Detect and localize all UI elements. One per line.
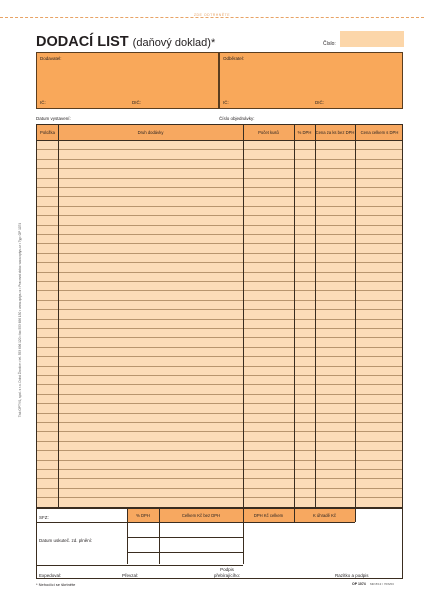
- table-row: [37, 300, 402, 301]
- col-header-druh: Druh dodávky: [137, 130, 164, 135]
- table-row: [37, 384, 402, 385]
- cislo-label: Číslo:: [323, 41, 336, 47]
- col-divider: [58, 125, 59, 507]
- expedoval-label: Expedoval:: [39, 573, 62, 578]
- summary-section: [36, 508, 403, 579]
- table-row: [37, 149, 402, 150]
- summary-rule: [37, 522, 127, 523]
- sum-header-k-uhrade: K úhradě Kč: [312, 513, 337, 518]
- tear-label: [0, 13, 424, 17]
- datum-uskut-label: Datum uskuteč. zd. plnění:: [39, 538, 93, 543]
- supplier-box[interactable]: [36, 52, 219, 109]
- table-row: [37, 234, 402, 235]
- table-row: [37, 309, 402, 310]
- table-row: [37, 469, 402, 470]
- datum-vystaveni: Datum vystavení:: [36, 116, 71, 121]
- sum-header-dph-celkem: DPH Kč celkem: [253, 513, 284, 518]
- col-divider: [355, 125, 356, 507]
- table-row: [37, 243, 402, 244]
- product-code: OP 1074: [352, 582, 366, 586]
- table-row: [37, 319, 402, 320]
- table-row: [37, 431, 402, 432]
- page-title: [36, 34, 215, 50]
- sum-header-bez-dph: Celkem Kč bez DPH: [181, 513, 221, 518]
- col-header-polozka: Položka: [40, 130, 55, 135]
- table-row: [37, 478, 402, 479]
- col-header-dph: % DPH: [297, 130, 312, 135]
- table-row: [37, 168, 402, 169]
- prevzal-label: Převzal:: [122, 573, 139, 578]
- cislo-field[interactable]: [340, 31, 404, 47]
- side-print-text: Tisk OPTYS, spol. s r.o. Dolní Životice • tel. 553 696 120 • fax 553 696 130 • www.optys.cz • Pracovní doba: www.optys.cz • Typ: OP 1074: [18, 222, 22, 418]
- table-row: [37, 290, 402, 291]
- table-row: [37, 450, 402, 451]
- supplier-ic: IČ:: [40, 100, 46, 105]
- summary-rule: [127, 552, 243, 553]
- cislo-objednavky: Číslo objednávky:: [219, 116, 255, 121]
- summary-rule: [127, 537, 243, 538]
- col-divider: [294, 125, 295, 507]
- table-row: [37, 460, 402, 461]
- table-row: [37, 159, 402, 160]
- table-row: [37, 206, 402, 207]
- col-divider: [243, 125, 244, 507]
- table-row: [37, 375, 402, 376]
- footnote: * Nehodící se škrtněte: [36, 582, 76, 587]
- table-row: [37, 497, 402, 498]
- customer-label: Odběratel:: [223, 56, 245, 61]
- customer-dic: DIČ:: [315, 100, 324, 105]
- table-row: [37, 347, 402, 348]
- col-header-cena-ks: Cena za ks bez DPH: [315, 130, 355, 135]
- table-row: [37, 441, 402, 442]
- podpis-label: Podpis přebírajícího:: [213, 567, 241, 578]
- title-main: DODACÍ LIST: [36, 34, 129, 50]
- product-small: MR 8/13 / 70/6/03: [370, 582, 394, 586]
- summary-rule: [37, 565, 243, 566]
- col-header-pocet: Počet kusů: [258, 130, 279, 135]
- table-row: [37, 403, 402, 404]
- title-sub: (daňový doklad)*: [132, 37, 216, 49]
- sum-header-dph: % DPH: [136, 513, 150, 518]
- table-row: [37, 225, 402, 226]
- table-row: [37, 272, 402, 273]
- razitko-label: Razítko a podpis: [335, 573, 369, 578]
- table-row: [37, 356, 402, 357]
- customer-box[interactable]: [219, 52, 403, 109]
- table-row: [37, 328, 402, 329]
- table-row: [37, 187, 402, 188]
- side-print-info: [14, 222, 26, 418]
- summary-divider: [355, 509, 356, 522]
- table-row: [37, 262, 402, 263]
- sfz-label: SFZ:: [39, 515, 49, 520]
- supplier-label: Dodavatel:: [40, 56, 62, 61]
- table-row: [37, 422, 402, 423]
- tear-label-text: ZDE ODTRHNĚTE: [191, 13, 233, 17]
- table-row: [37, 178, 402, 179]
- table-row: [37, 366, 402, 367]
- supplier-dic: DIČ:: [132, 100, 141, 105]
- col-divider: [315, 125, 316, 507]
- table-row: [37, 253, 402, 254]
- table-row: [37, 337, 402, 338]
- items-table: [36, 124, 403, 508]
- table-row: [37, 413, 402, 414]
- table-row: [37, 281, 402, 282]
- table-row: [37, 215, 402, 216]
- table-row: [37, 394, 402, 395]
- table-row: [37, 196, 402, 197]
- table-row: [37, 488, 402, 489]
- col-header-cena-celkem: Cena celkem s DPH: [360, 130, 399, 135]
- customer-ic: IČ:: [223, 100, 229, 105]
- tear-line: [0, 17, 424, 18]
